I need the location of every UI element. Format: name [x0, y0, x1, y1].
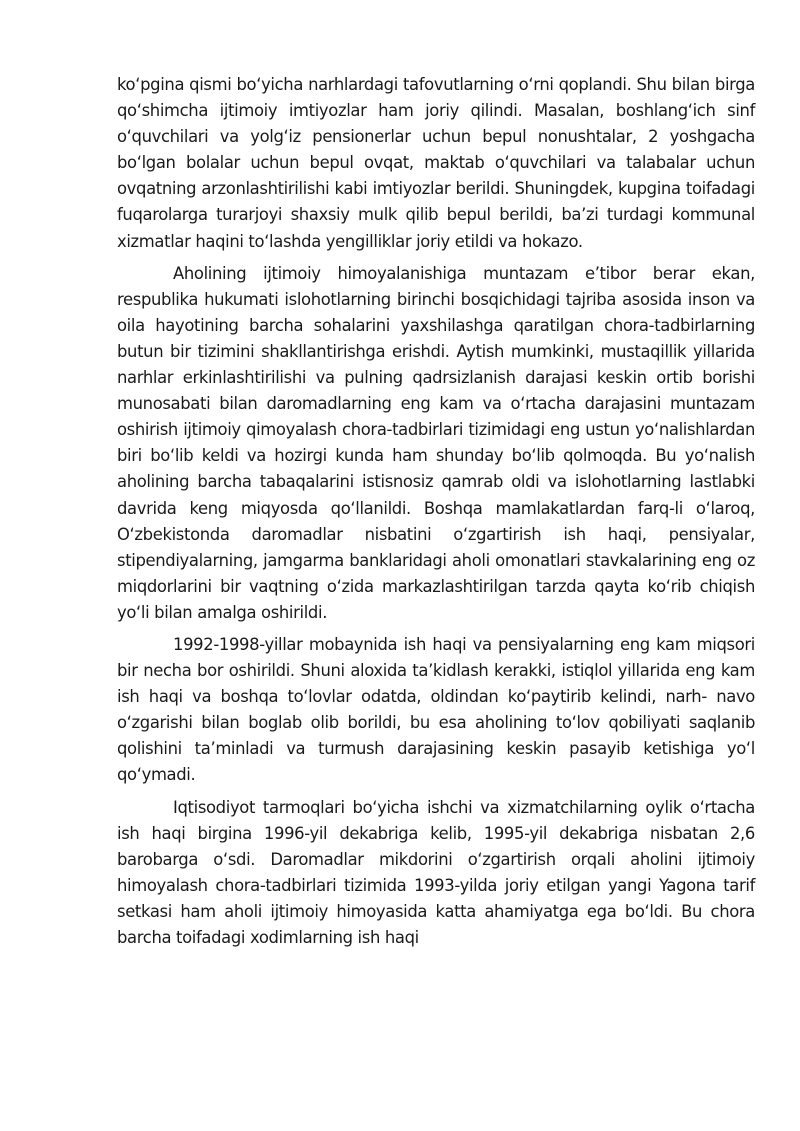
paragraph-1: ko‘pgina qismi bo‘yicha narhlardagi tafovutlarning o‘rni qoplandi. Shu bilan birga qo‘shimcha ijtimoiy imtiyozlar ham joriy qilindi. Masalan, boshlang‘ich sinf o‘quvchilari va yolg‘iz pensionerlar uchun bepul nonushtalar, 2 yoshgacha bo‘lgan bolalar uchun bepul ovqat, maktab o‘quvchilari va talabalar uchun ovqatning arzonlashtirilishi kabi imtiyozlar berildi. Shuningdek, kupgina toifadagi fuqarolarga turarjoyi shaxsiy mulk qilib bepul berildi, ba’zi turdagi kommunal xizmatlar haqini to‘lashda yengilliklar joriy etildi va hokazo. — [117, 75, 755, 251]
document-page — [117, 72, 755, 957]
paragraph-3: 1992-1998-yillar mobaynida ish haqi va pensiyalarning eng kam miqsori bir necha bor oshirildi. Shuni aloxida ta’kidlash kerakki, istiqlol yillarida eng kam ish haqi va boshqa to‘lovlar odatda, oldindan ko‘paytirib kelindi, narh- navo o‘zgarishi bilan boglab olib borildi, bu esa aholining to‘lov qobiliyati saqlanib qolishini ta’minladi va turmush darajasining keskin pasayib ketishiga yo‘l qo‘ymadi. — [117, 634, 755, 785]
paragraph-2: Aholining ijtimoiy himoyalanishiga muntazam e’tibor berar ekan, respublika hukumati islohotlarning birinchi bosqichidagi tajriba asosida inson va oila hayotining barcha sohalarini yaxshilashga qaratilgan chora-tadbirlarning butun bir tizimini shakllantirishga erishdi. Aytish mumkinki, mustaqillik yillarida narhlar erkinlashtirilishi va pulning qadrsizlanish darajasi keskin ortib borishi munosabati bilan daromadlarning eng kam va o‘rtacha darajasini muntazam oshirish ijtimoiy qimoyalash chora-tadbirlari tizimidagi eng ustun yo‘nalishlardan biri bo‘lib keldi va hozirgi kunda ham shunday bo‘lib qolmoqda. Bu yo‘nalish aholining barcha tabaqalarini istisnosiz qamrab oldi va islohotlarning lastlabki davrida keng miqyosda qo‘llanildi. Boshqa mamlakatlardan farq-li o‘laroq, O‘zbekistonda daromadlar nisbatini o‘zgartirish ish haqi, pensiyalar, stipendiyalarning, jamgarma banklaridagi aholi omonatlari stavkalarining eng oz miqdorlarini bir vaqtning o‘zida markazlashtirilgan tarzda qayta ko‘rib chiqish yo‘li bilan amalga oshirildi. — [117, 263, 755, 622]
paragraph-4: Iqtisodiyot tarmoqlari bo‘yicha ishchi va xizmatchilarning oylik o‘rtacha ish haqi birgina 1996-yil dekabriga kelib, 1995-yil dekabriga nisbatan 2,6 barobarga o‘sdi. Daromadlar mikdorini o‘zgartirish orqali aholini ijtimoiy himoyalash chora-tadbirlari tizimida 1993-yilda joriy etilgan yangi Yagona tarif setkasi ham aholi ijtimoiy himoyasida katta ahamiyatga ega bo‘ldi. Bu chora barcha toifadagi xodimlarning ish haqi — [117, 797, 755, 947]
